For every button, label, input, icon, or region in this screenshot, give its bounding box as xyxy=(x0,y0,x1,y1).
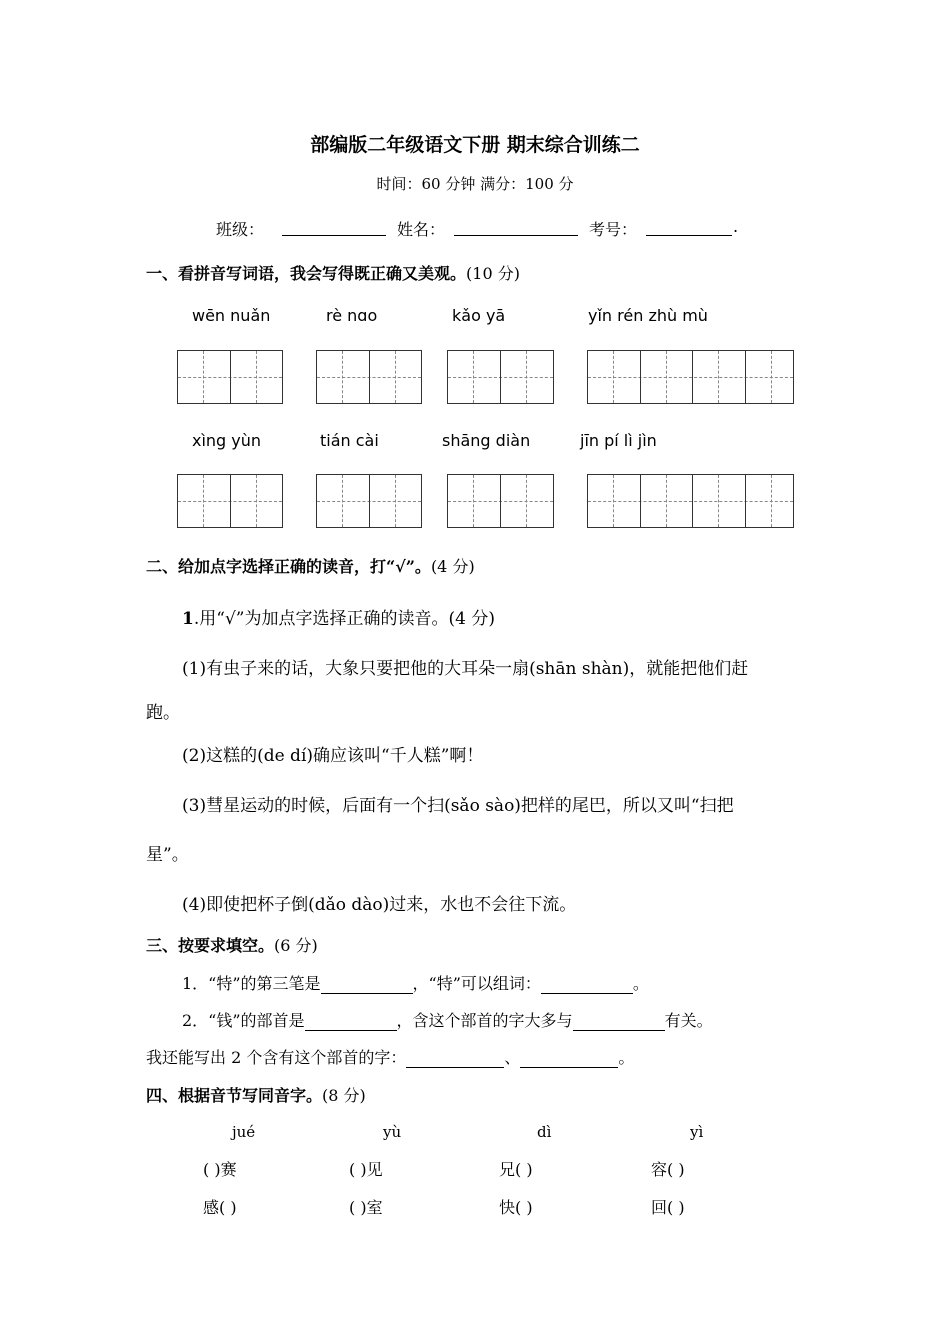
writing-grid[interactable] xyxy=(177,474,283,528)
item-3-line2: 星”。 xyxy=(146,845,189,865)
class-field[interactable] xyxy=(282,217,386,236)
question-3-3: 我还能写出 2 个含有这个部首的字： 、 。 xyxy=(146,1048,635,1067)
exam-number-field[interactable] xyxy=(646,217,732,236)
writing-grid[interactable] xyxy=(316,350,422,404)
pinyin-1-1: wēn nuǎn xyxy=(192,306,271,325)
pinyin-2-1: xìng yùn xyxy=(192,431,262,450)
question-2-1: 1.用“√”为加点字选择正确的读音。(4 分) xyxy=(182,609,495,629)
pinyin-1-2: rè nɑo xyxy=(326,306,378,325)
syllable-1: jué xyxy=(232,1123,256,1141)
answer-blank[interactable] xyxy=(321,977,413,994)
pinyin-1-4: yǐn rén zhù mù xyxy=(588,306,708,325)
answer-blank[interactable] xyxy=(520,1051,618,1068)
writing-grid[interactable] xyxy=(587,474,794,528)
class-label: 班级： xyxy=(216,220,265,239)
question-3-2: 2．“钱”的部首是 ，含这个部首的字大多与 有关。 xyxy=(182,1011,713,1030)
item-1-line1: (1)有虫子来的话，大象只要把他的大耳朵一扇(shān shàn)，就能把他们赶 xyxy=(182,659,749,679)
answer-blank[interactable] xyxy=(541,977,633,994)
writing-grid[interactable] xyxy=(447,350,554,404)
pinyin-1-3: kǎo yā xyxy=(452,306,506,325)
name-field[interactable] xyxy=(454,217,578,236)
info-end: . xyxy=(733,217,739,236)
answer-blank[interactable] xyxy=(305,1014,397,1031)
item-4: (4)即使把杯子倒(dǎo dào)过来，水也不会往下流。 xyxy=(182,895,577,915)
question-3-1: 1．“特”的第三笔是 ，“特”可以组词： 。 xyxy=(182,974,649,993)
section4-heading: 四、根据音节写同音字。(8 分) xyxy=(146,1086,366,1105)
writing-grid[interactable] xyxy=(587,350,794,404)
homophone-blank[interactable]: 容( ) xyxy=(651,1160,685,1179)
writing-grid[interactable] xyxy=(447,474,554,528)
item-2: (2)这糕的(de dí)确应该叫“千人糕”啊！ xyxy=(182,746,484,766)
syllable-2: yù xyxy=(383,1123,402,1141)
homophone-blank[interactable]: 回( ) xyxy=(651,1198,685,1217)
section2-heading: 二、给加点字选择正确的读音，打“√”。(4 分) xyxy=(146,557,475,576)
syllable-4: yì xyxy=(690,1123,704,1141)
pinyin-2-4: jīn pí lì jìn xyxy=(580,431,657,450)
homophone-blank[interactable]: 感( ) xyxy=(203,1198,237,1217)
homophone-blank[interactable]: 兄( ) xyxy=(499,1160,533,1179)
writing-grid[interactable] xyxy=(177,350,283,404)
section3-heading: 三、按要求填空。(6 分) xyxy=(146,936,318,955)
answer-blank[interactable] xyxy=(573,1014,665,1031)
writing-grid[interactable] xyxy=(316,474,422,528)
pinyin-2-2: tián cài xyxy=(320,431,379,450)
name-label: 姓名： xyxy=(397,220,446,239)
homophone-blank[interactable]: ( )见 xyxy=(349,1160,383,1179)
homophone-blank[interactable]: ( )室 xyxy=(349,1198,383,1217)
item-3-line1: (3)彗星运动的时候，后面有一个扫(sǎo sào)把样的尾巴，所以又叫“扫把 xyxy=(182,796,734,816)
pinyin-2-3: shāng diàn xyxy=(442,431,531,450)
item-1-line2: 跑。 xyxy=(146,703,180,723)
exam-number-label: 考号： xyxy=(589,220,638,239)
section1-heading: 一、看拼音写词语，我会写得既正确又美观。(10 分) xyxy=(146,264,520,283)
page-title: 部编版二年级语文下册 期末综合训练二 xyxy=(310,134,640,156)
homophone-blank[interactable]: 快( ) xyxy=(499,1198,533,1217)
exam-meta: 时间：60 分钟 满分：100 分 xyxy=(376,175,574,193)
homophone-blank[interactable]: ( )赛 xyxy=(203,1160,237,1179)
syllable-3: dì xyxy=(537,1123,552,1141)
answer-blank[interactable] xyxy=(406,1051,504,1068)
